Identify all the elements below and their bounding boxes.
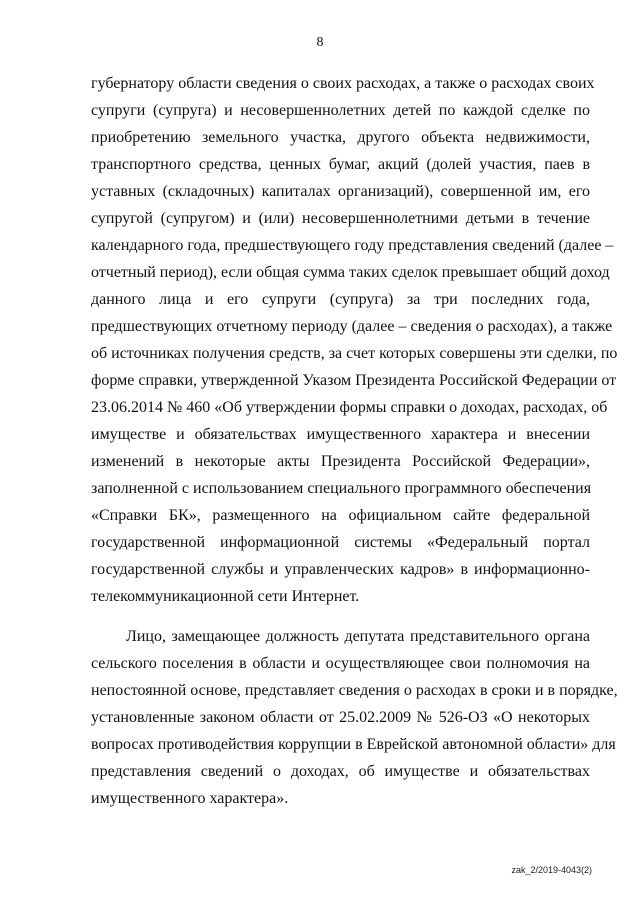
text-line: имущественного характера».: [91, 790, 289, 807]
text-line: форме справки, утвержденной Указом Президента Российской Федерации от: [91, 372, 617, 389]
text-line: супругой (супругом) и (или) несовершеннолетними детьми в течение: [91, 210, 590, 227]
text-line: отчетный период), если общая сумма таких сделок превышает общий доход: [91, 264, 610, 281]
text-line: Лицо, замещающее должность депутата представительного органа: [126, 628, 590, 645]
page-number: 8: [316, 35, 324, 50]
text-line: имуществе и обязательствах имущественного характера и внесении: [91, 426, 590, 443]
document-code-footer: zak_2/2019-4043(2): [511, 865, 592, 875]
paragraph: [91, 623, 618, 812]
text-line: об источниках получения средств, за счет которых совершены эти сделки, по: [91, 345, 618, 362]
text-line: государственной службы и управленческих кадров» в информационно-: [91, 561, 590, 578]
paragraph-spacer: [91, 610, 590, 623]
text-line: транспортного средства, ценных бумаг, акций (долей участия, паев в: [91, 156, 590, 173]
text-line: изменений в некоторые акты Президента Российской Федерации»,: [91, 453, 590, 470]
document-body: [91, 70, 618, 812]
text-line: губернатору области сведения о своих расходах, а также о расходах своих: [91, 75, 595, 92]
text-line: государственной информационной системы «Федеральный портал: [91, 534, 590, 551]
text-line: представления сведений о доходах, об имуществе и обязательствах: [91, 763, 590, 780]
text-line: «Справки БК», размещенного на официальном сайте федеральной: [91, 507, 590, 524]
text-line: данного лица и его супруги (супруга) за три последних года,: [91, 291, 590, 308]
text-line: непостоянной основе, представляет сведения о расходах в сроки и в порядке,: [91, 682, 618, 699]
text-line: предшествующих отчетному периоду (далее – сведения о расходах), а также: [91, 318, 613, 335]
text-line: заполненной с использованием специального программного обеспечения: [91, 480, 592, 497]
text-line: телекоммуникационной сети Интернет.: [91, 588, 360, 605]
text-line: календарного года, предшествующего году представления сведений (далее –: [91, 237, 614, 254]
text-line: уставных (складочных) капиталах организаций), совершенной им, его: [91, 183, 590, 200]
text-line: сельского поселения в области и осуществляющее свои полномочия на: [91, 655, 590, 672]
text-line: приобретению земельного участка, другого объекта недвижимости,: [91, 129, 590, 146]
text-line: супруги (супруга) и несовершеннолетних детей по каждой сделке по: [91, 102, 590, 119]
text-line: установленные законом области от 25.02.2009 № 526-ОЗ «О некоторых: [91, 709, 590, 726]
text-line: 23.06.2014 № 460 «Об утверждении формы справки о доходах, расходах, об: [91, 399, 608, 416]
paragraph: [91, 70, 618, 610]
text-line: вопросах противодействия коррупции в Еврейской автономной области» для: [91, 736, 616, 753]
